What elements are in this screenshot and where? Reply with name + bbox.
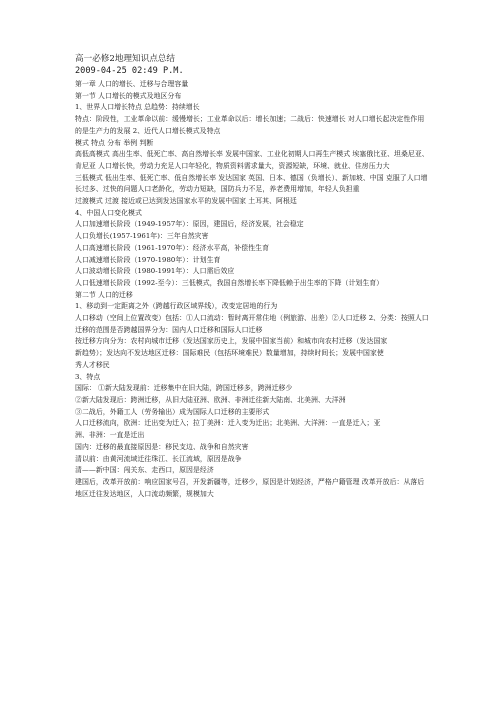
body-line: 人口高速增长阶段（1961-1970年）：经济水平高，补偿性生育 [75,243,270,252]
body-line: 模式 特点 分布 举例 判断 [75,138,154,147]
body-line: 第一章 人口的增长、迁移与合理容量 [75,80,189,88]
body-line: 第二节 人口的迁移 [75,290,133,299]
body-line: 高低高模式 高出生率、低死亡率、高自然增长率 发展中国家、工业化初期人口再生产模式 埃塞俄比亚、坦桑尼亚、肯尼亚 人口增长快，劳动力充足人口年轻化，物质资料需求量大，资源短缺，环境、就业、住房压力大 [75,150,429,170]
body-line: 第一节 人口增长的模式及地区分布 [75,91,182,100]
document-date: 2009-04-25 02:49 P.M. [75,66,184,76]
body-line: 新趋势）；发达向不发达地区迁移：国际难民（包括环境难民）数量增加，持续时间长；发展中国家使 [75,349,384,358]
body-line: 清——新中国：闯关东、走西口，原因是经济 [75,466,214,475]
body-line: 人口低速增长阶段（1992-至今）：三低模式，我国自然增长率下降低赖于出生率的下降（计划生育） [75,278,384,287]
body-line: 3、特点 [75,372,101,381]
document-title: 高一必修2地理知识点总结 [75,54,175,64]
body-line: ③二战后，外籍工人（劳务输出）成为国际人口迁移的主要形式 [75,407,270,416]
body-line: 1、移动到一定距离之外（跨越行政区域界线），改变定居地的行为 [75,302,278,311]
body-line: 洲、非洲：一直是迁出 [75,431,145,440]
body-line: 建国后，改革开放前：响应国家号召，开发新疆等，迁移少，原因是计划经济，严格户籍管理 改革开放后：从落后地区迁往发达地区，人口流动频繁，规模加大 [75,477,425,498]
body-line: 秀人才移民 [75,360,110,369]
body-line: 人口减速增长阶段（1970-1980年）：计划生育 [75,255,221,264]
body-line: 清以前：由黄河流域迁往珠江、长江流域，原因是战争 [75,454,242,463]
body-line: 按迁移方向分为：农村向城市迁移（发达国家历史上，发展中国家当前）和城市向农村迁移（发达国家 [75,337,388,346]
body-line: 1、世界人口增长特点 总趋势：持续增长 [75,103,200,112]
body-line: 人口负增长(1957-1961年)：三年自然灾害 [75,232,209,241]
document-body [75,79,429,500]
body-line: 4、中国人口变化模式 [75,208,142,217]
document-page [75,54,429,500]
body-line: 三低模式 低出生率、低死亡率、低自然增长率 发达国家 英国、日本、德国（负增长）、新加坡、中国 克服了人口增长过多、过快的问题人口老龄化，劳动力短缺，国防兵力不足，养老费用增加，年轻人负担重 [75,173,428,194]
body-line: 特点：阶段性，工业革命以前：缓慢增长；工业革命以后：增长加速；二战后：快速增长 对人口增长起决定性作用的是生产力的发展 2、近代人口增长模式及特点 [75,115,425,135]
body-line: 国内：迁移的最直接原因是：移民支边、战争和自然灾害 [75,442,249,451]
body-line: 人口迁移流向，欧洲：迁出变为迁入；拉丁美洲：迁入变为迁出；北美洲、大洋洲：一直是迁入；亚 [75,419,381,428]
body-line: 人口加速增长阶段（1949-1957年）：原因，建国后，经济发展，社会稳定 [75,220,304,229]
body-line: 国际： ①新大陆发现前：迁移集中在旧大陆，跨国迁移多，跨洲迁移少 [75,384,293,393]
body-line: 人口波动增长阶段（1980-1991年）：人口需后效应 [75,267,235,276]
body-line: 过渡模式 过渡 接近或已达到发达国家水平的发展中国家 土耳其、阿根廷 [75,197,297,206]
body-line: ②新大陆发现后：跨洲迁移，从旧大陆亚洲、欧洲、非洲迁往新大陆南、北美洲、大洋洲 [75,395,346,404]
body-line: 人口移动（空间上位置改变）包括：①人口流动：暂时离开常住地（例旅游、出差）②人口迁移 2、分类：按照人口迁移的范围是否跨越国界分为：国内人口迁移和国际人口迁移 [75,314,429,334]
